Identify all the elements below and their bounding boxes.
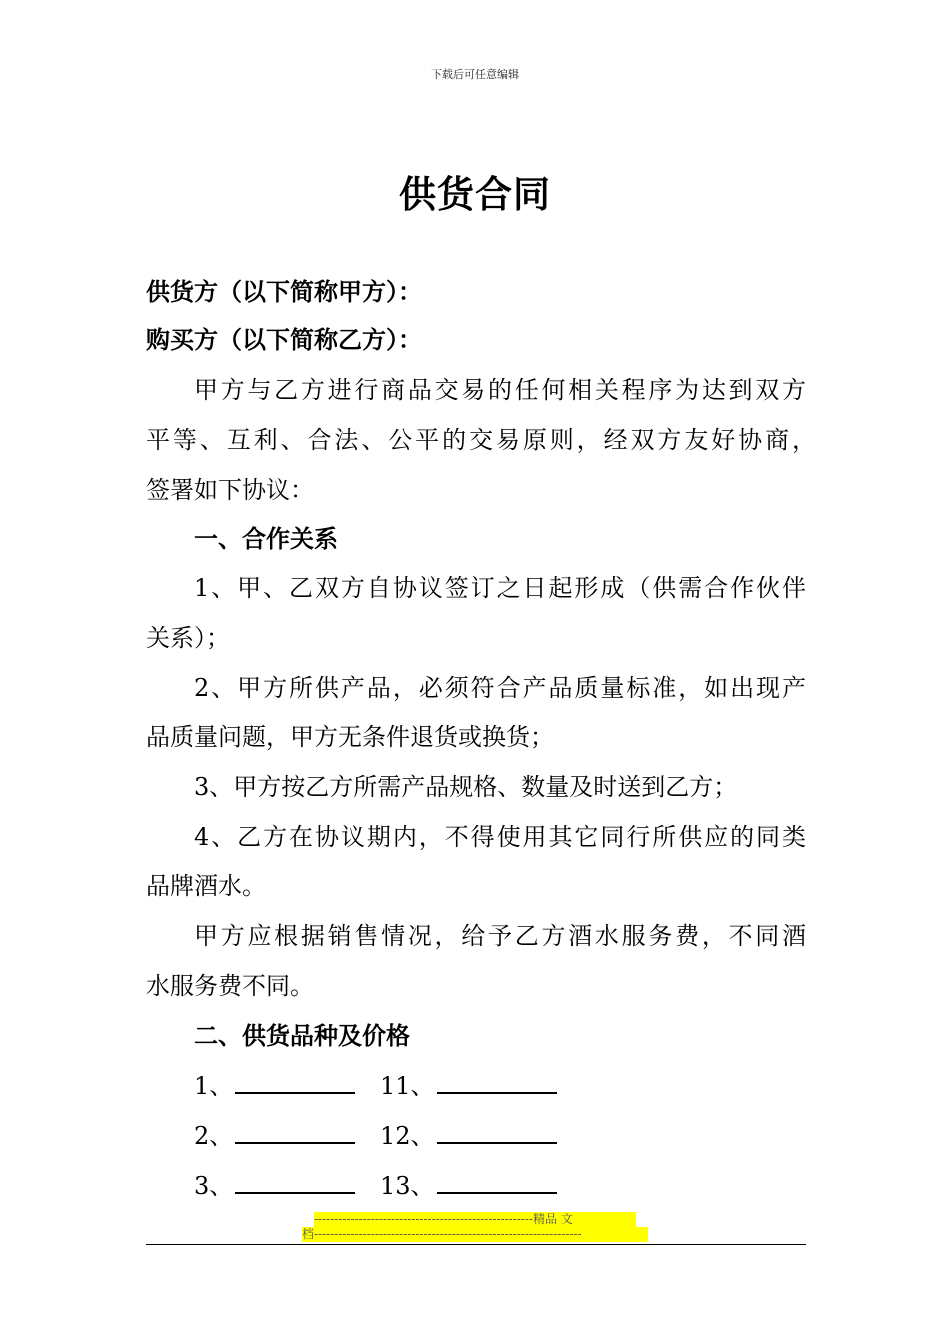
clause1-line-2: 关系）； — [146, 624, 230, 652]
party-a-line: 供货方（以下简称甲方）： — [146, 278, 422, 306]
item-number: 11、 — [380, 1072, 435, 1100]
intro-line-1: 甲方与乙方进行商品交易的任何相关程序为达到双方 — [194, 376, 806, 404]
clause1-line-1: 1、甲、乙双方自协议签订之日起形成（供需合作伙伴 — [194, 574, 806, 602]
item-blank — [437, 1122, 557, 1144]
service-fee-line-1: 甲方应根据销售情况，给予乙方酒水服务费，不同酒 — [194, 922, 806, 950]
item-blank — [235, 1072, 355, 1094]
clause4-line-2: 品牌酒水。 — [146, 872, 266, 900]
footer-rule — [146, 1244, 806, 1245]
item-number: 12、 — [380, 1122, 435, 1150]
party-b-line: 购买方（以下简称乙方）： — [146, 326, 422, 354]
clause2-line-2: 品质量问题，甲方无条件退货或换货； — [146, 723, 554, 751]
service-fee-line-2: 水服务费不同。 — [146, 972, 314, 1000]
item-row — [194, 1120, 435, 1152]
item-number: 13、 — [380, 1172, 435, 1200]
item-blank — [235, 1172, 355, 1194]
section1-heading: 一、合作关系 — [194, 525, 338, 553]
item-row — [194, 1070, 435, 1102]
item-blank — [437, 1072, 557, 1094]
item-number: 2、 — [194, 1122, 234, 1150]
intro-line-3: 签署如下协议： — [146, 476, 314, 504]
footer-watermark-line-2: 档------------------------------------------------------------------ — [302, 1227, 648, 1242]
intro-line-2: 平等、互利、合法、公平的交易原则，经双方友好协商， — [146, 426, 816, 454]
item-blank — [235, 1122, 355, 1144]
item-number: 3、 — [194, 1172, 234, 1200]
clause3-line: 3、甲方按乙方所需产品规格、数量及时送到乙方； — [194, 773, 738, 801]
clause4-line-1: 4、乙方在协议期内，不得使用其它同行所供应的同类 — [194, 823, 806, 851]
item-number: 1、 — [194, 1072, 234, 1100]
document-title: 供货合同 — [399, 173, 551, 216]
clause2-line-1: 2、甲方所供产品，必须符合产品质量标准，如出现产 — [194, 674, 806, 702]
item-row — [194, 1170, 435, 1202]
section2-heading: 二、供货品种及价格 — [194, 1022, 410, 1050]
header-note: 下载后可任意编辑 — [431, 68, 519, 81]
footer-watermark-line-1: ------------------------------------------------------精品 文 — [314, 1212, 636, 1227]
item-blank — [437, 1172, 557, 1194]
